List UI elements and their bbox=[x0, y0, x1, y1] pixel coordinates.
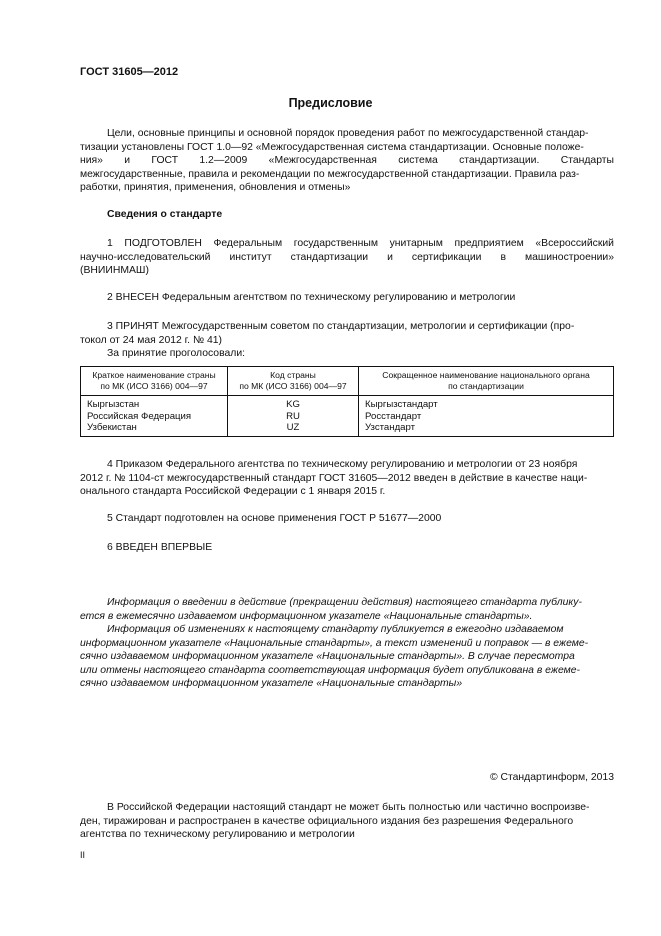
info-line: информационном указателе «Национальные стандарты», а текст изменений и поправок — в ежеме- bbox=[80, 637, 589, 649]
table-row bbox=[81, 396, 614, 411]
body-cell: Кыргызстандарт bbox=[359, 396, 614, 411]
info-line: Информация об изменениях к настоящему стандарту публикуется в ежегодно издаваемом bbox=[107, 624, 564, 635]
notice-line: ден, тиражирован и распространен в качестве официального издания без разрешения Федерального bbox=[80, 815, 574, 827]
item-3-paragraph bbox=[80, 320, 614, 361]
table-header-body: Сокращенное наименование национального органа по стандартизации bbox=[359, 367, 614, 396]
code-cell: UZ bbox=[228, 422, 359, 436]
voting-table bbox=[80, 366, 614, 437]
intro-line: межгосударственные, правила и рекомендации по межгосударственной стандартизации. Правила раз- bbox=[80, 168, 580, 180]
info-line: сячно издаваемом информационном указателе «Национальные стандарты» bbox=[80, 678, 463, 689]
item-1-paragraph bbox=[80, 237, 614, 278]
info-publication-paragraph bbox=[80, 596, 614, 623]
intro-paragraph bbox=[80, 127, 614, 195]
page-title: Предисловие bbox=[288, 96, 373, 110]
code-cell: KG bbox=[228, 396, 359, 411]
country-cell: Российская Федерация bbox=[81, 411, 228, 423]
intro-line: ния» и ГОСТ 1.2—2009 «Межгосударственная система стандартизации. Стандарты bbox=[80, 155, 614, 166]
document-code-header: ГОСТ 31605—2012 bbox=[80, 66, 179, 78]
item-2-paragraph: 2 ВНЕСЕН Федеральным агентством по техническому регулированию и метрологии bbox=[107, 292, 516, 303]
table-row bbox=[81, 422, 614, 436]
country-cell: Кыргызстан bbox=[81, 396, 228, 411]
notice-line: В Российской Федерации настоящий стандарт не может быть полностью или частично воспроизве- bbox=[107, 802, 590, 813]
item-1-line: научно-исследовательский институт стандартизации и сертификации в машиностроении» bbox=[80, 251, 614, 263]
info-line: Информация о введении в действие (прекращении действия) настоящего стандарта публику- bbox=[107, 597, 582, 608]
item-4-paragraph bbox=[80, 458, 614, 499]
vote-label: За принятие проголосовали: bbox=[107, 348, 246, 359]
item-5-paragraph: 5 Стандарт подготовлен на основе применения ГОСТ Р 51677—2000 bbox=[107, 513, 442, 524]
body-cell: Узстандарт bbox=[359, 422, 614, 436]
item-1-line: (ВНИИНМАШ) bbox=[80, 265, 149, 276]
intro-line: работки, принятия, применения, обновления и отмены» bbox=[80, 182, 351, 193]
section-heading: Сведения о стандарте bbox=[107, 209, 223, 220]
intro-line: Цели, основные принципы и основной порядок проведения работ по межгосударственной стандар- bbox=[107, 128, 589, 139]
item-4-line: 2012 г. № 1104-ст межгосударственный стандарт ГОСТ 31605—2012 введен в действие в качестве наци- bbox=[80, 472, 588, 484]
country-cell: Узбекистан bbox=[81, 422, 228, 436]
item-1-line: 1 ПОДГОТОВЛЕН Федеральным государственным унитарным предприятием «Всероссийский bbox=[107, 238, 614, 249]
intro-line: тизации установлены ГОСТ 1.0—92 «Межгосударственная система стандартизации. Основные положе- bbox=[80, 141, 584, 153]
info-line: или отмены настоящего стандарта соответствующая информация будет опубликована в ежеме- bbox=[80, 664, 580, 676]
item-4-line: онального стандарта Российской Федерации с 1 января 2015 г. bbox=[80, 486, 386, 497]
code-cell: RU bbox=[228, 411, 359, 423]
info-changes-paragraph bbox=[80, 623, 614, 691]
info-line: ется в ежемесячно издаваемом информационном указателе «Национальные стандарты». bbox=[80, 610, 533, 622]
info-line: сячно издаваемом информационном указателе «Национальные стандарты». В случае пересмотра bbox=[80, 651, 575, 662]
page-number: II bbox=[80, 850, 86, 860]
notice-line: агентства по техническому регулированию и метрологии bbox=[80, 829, 355, 840]
table-header-code: Код страны по МК (ИСО 3166) 004—97 bbox=[228, 367, 359, 396]
table-header-country: Краткое наименование страны по МК (ИСО 3166) 004—97 bbox=[81, 367, 228, 396]
body-cell: Росстандарт bbox=[359, 411, 614, 423]
item-6-paragraph: 6 ВВЕДЕН ВПЕРВЫЕ bbox=[107, 542, 213, 553]
reproduction-notice bbox=[80, 801, 614, 842]
item-3-line: 3 ПРИНЯТ Межгосударственным советом по стандартизации, метрологии и сертификации (про- bbox=[107, 321, 575, 332]
table-row bbox=[81, 411, 614, 423]
item-4-line: 4 Приказом Федерального агентства по техническому регулированию и метрологии от 23 ноября bbox=[107, 459, 578, 470]
item-3-line: токол от 24 мая 2012 г. № 41) bbox=[80, 334, 223, 346]
table-header-row bbox=[81, 367, 614, 396]
copyright-line: © Стандартинформ, 2013 bbox=[489, 772, 614, 783]
